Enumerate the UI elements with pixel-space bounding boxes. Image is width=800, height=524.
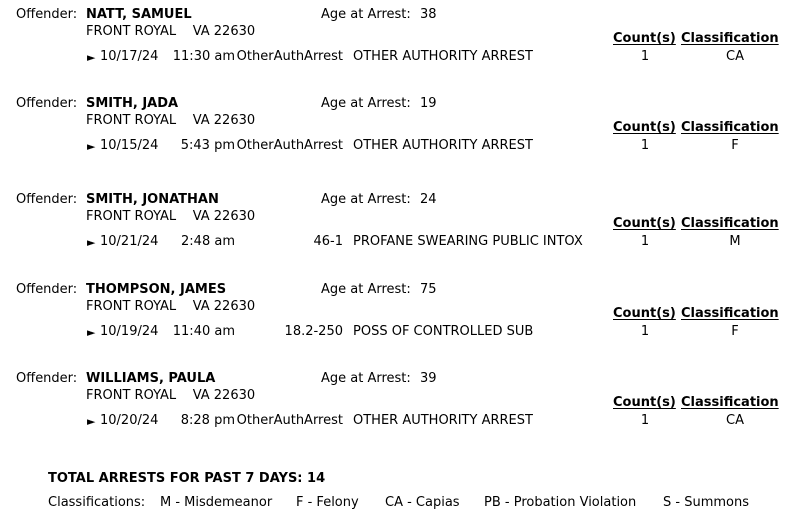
offender-record (0, 282, 800, 342)
arrest-date: 10/15/24 (100, 138, 159, 153)
age-label: Age at Arrest: (321, 282, 411, 297)
offender-address: FRONT ROYAL VA 22630 (86, 388, 256, 403)
charge-count: 1 (640, 324, 650, 339)
age-value: 75 (420, 282, 437, 297)
legend-label: Classifications: (48, 495, 146, 510)
counts-header: Count(s) (613, 395, 676, 410)
age-value: 38 (420, 7, 437, 22)
arrow-icon: ► (87, 415, 96, 428)
age-value: 19 (420, 96, 437, 111)
charge-count: 1 (640, 49, 650, 64)
offender-label: Offender: (16, 282, 78, 297)
charge-code: OtherAuthArrest (236, 138, 343, 153)
arrest-time: 11:40 am (172, 324, 235, 339)
arrest-date: 10/20/24 (100, 413, 159, 428)
offender-name: NATT, SAMUEL (86, 7, 192, 22)
charge-classification: F (731, 138, 739, 153)
charge-code: OtherAuthArrest (236, 413, 343, 428)
age-value: 39 (420, 371, 437, 386)
charge-count: 1 (640, 413, 650, 428)
charge-code: 46-1 (313, 234, 343, 249)
offender-address: FRONT ROYAL VA 22630 (86, 299, 256, 314)
legend-item: PB - Probation Violation (484, 495, 637, 510)
offender-label: Offender: (16, 96, 78, 111)
arrow-icon: ► (87, 326, 96, 339)
charge-code: OtherAuthArrest (236, 49, 343, 64)
arrest-date: 10/19/24 (100, 324, 159, 339)
counts-header: Count(s) (613, 31, 676, 46)
offender-label: Offender: (16, 7, 78, 22)
age-label: Age at Arrest: (321, 7, 411, 22)
offender-record (0, 96, 800, 156)
arrest-time: 11:30 am (172, 49, 235, 64)
offender-name: SMITH, JADA (86, 96, 179, 111)
charge-count: 1 (640, 234, 650, 249)
arrest-date: 10/17/24 (100, 49, 159, 64)
classification-header: Classification (681, 306, 779, 321)
offender-record (0, 192, 800, 252)
total-label: TOTAL ARRESTS FOR PAST 7 DAYS: (48, 471, 303, 486)
charge-classification: F (731, 324, 739, 339)
offender-label: Offender: (16, 371, 78, 386)
charge-classification: CA (726, 413, 744, 428)
offender-address: FRONT ROYAL VA 22630 (86, 113, 256, 128)
classification-header: Classification (681, 216, 779, 231)
charge-classification: M (729, 234, 741, 249)
legend-item: M - Misdemeanor (160, 495, 273, 510)
charge-count: 1 (640, 138, 650, 153)
legend-item: CA - Capias (385, 495, 460, 510)
arrest-time: 5:43 pm (180, 138, 235, 153)
arrow-icon: ► (87, 236, 96, 249)
arrest-time: 8:28 pm (180, 413, 235, 428)
charge-description: POSS OF CONTROLLED SUB (353, 324, 534, 339)
arrest-time: 2:48 am (181, 234, 235, 249)
classification-header: Classification (681, 31, 779, 46)
arrow-icon: ► (87, 140, 96, 153)
charge-description: PROFANE SWEARING PUBLIC INTOX (353, 234, 583, 249)
classification-header: Classification (681, 120, 779, 135)
legend-item: F - Felony (296, 495, 359, 510)
age-value: 24 (420, 192, 437, 207)
total-value: 14 (307, 471, 326, 486)
offender-record (0, 371, 800, 431)
charge-description: OTHER AUTHORITY ARREST (353, 413, 533, 428)
charge-classification: CA (726, 49, 744, 64)
offender-name: THOMPSON, JAMES (86, 282, 227, 297)
arrow-icon: ► (87, 51, 96, 64)
charge-description: OTHER AUTHORITY ARREST (353, 49, 533, 64)
charge-code: 18.2-250 (284, 324, 343, 339)
legend-item: S - Summons (663, 495, 749, 510)
arrest-date: 10/21/24 (100, 234, 159, 249)
offender-name: WILLIAMS, PAULA (86, 371, 216, 386)
classification-header: Classification (681, 395, 779, 410)
age-label: Age at Arrest: (321, 192, 411, 207)
charge-description: OTHER AUTHORITY ARREST (353, 138, 533, 153)
counts-header: Count(s) (613, 216, 676, 231)
total-arrests (48, 471, 325, 486)
age-label: Age at Arrest: (321, 371, 411, 386)
age-label: Age at Arrest: (321, 96, 411, 111)
counts-header: Count(s) (613, 306, 676, 321)
offender-address: FRONT ROYAL VA 22630 (86, 24, 256, 39)
offender-address: FRONT ROYAL VA 22630 (86, 209, 256, 224)
offender-record (0, 7, 800, 67)
offender-name: SMITH, JONATHAN (86, 192, 219, 207)
counts-header: Count(s) (613, 120, 676, 135)
offender-label: Offender: (16, 192, 78, 207)
